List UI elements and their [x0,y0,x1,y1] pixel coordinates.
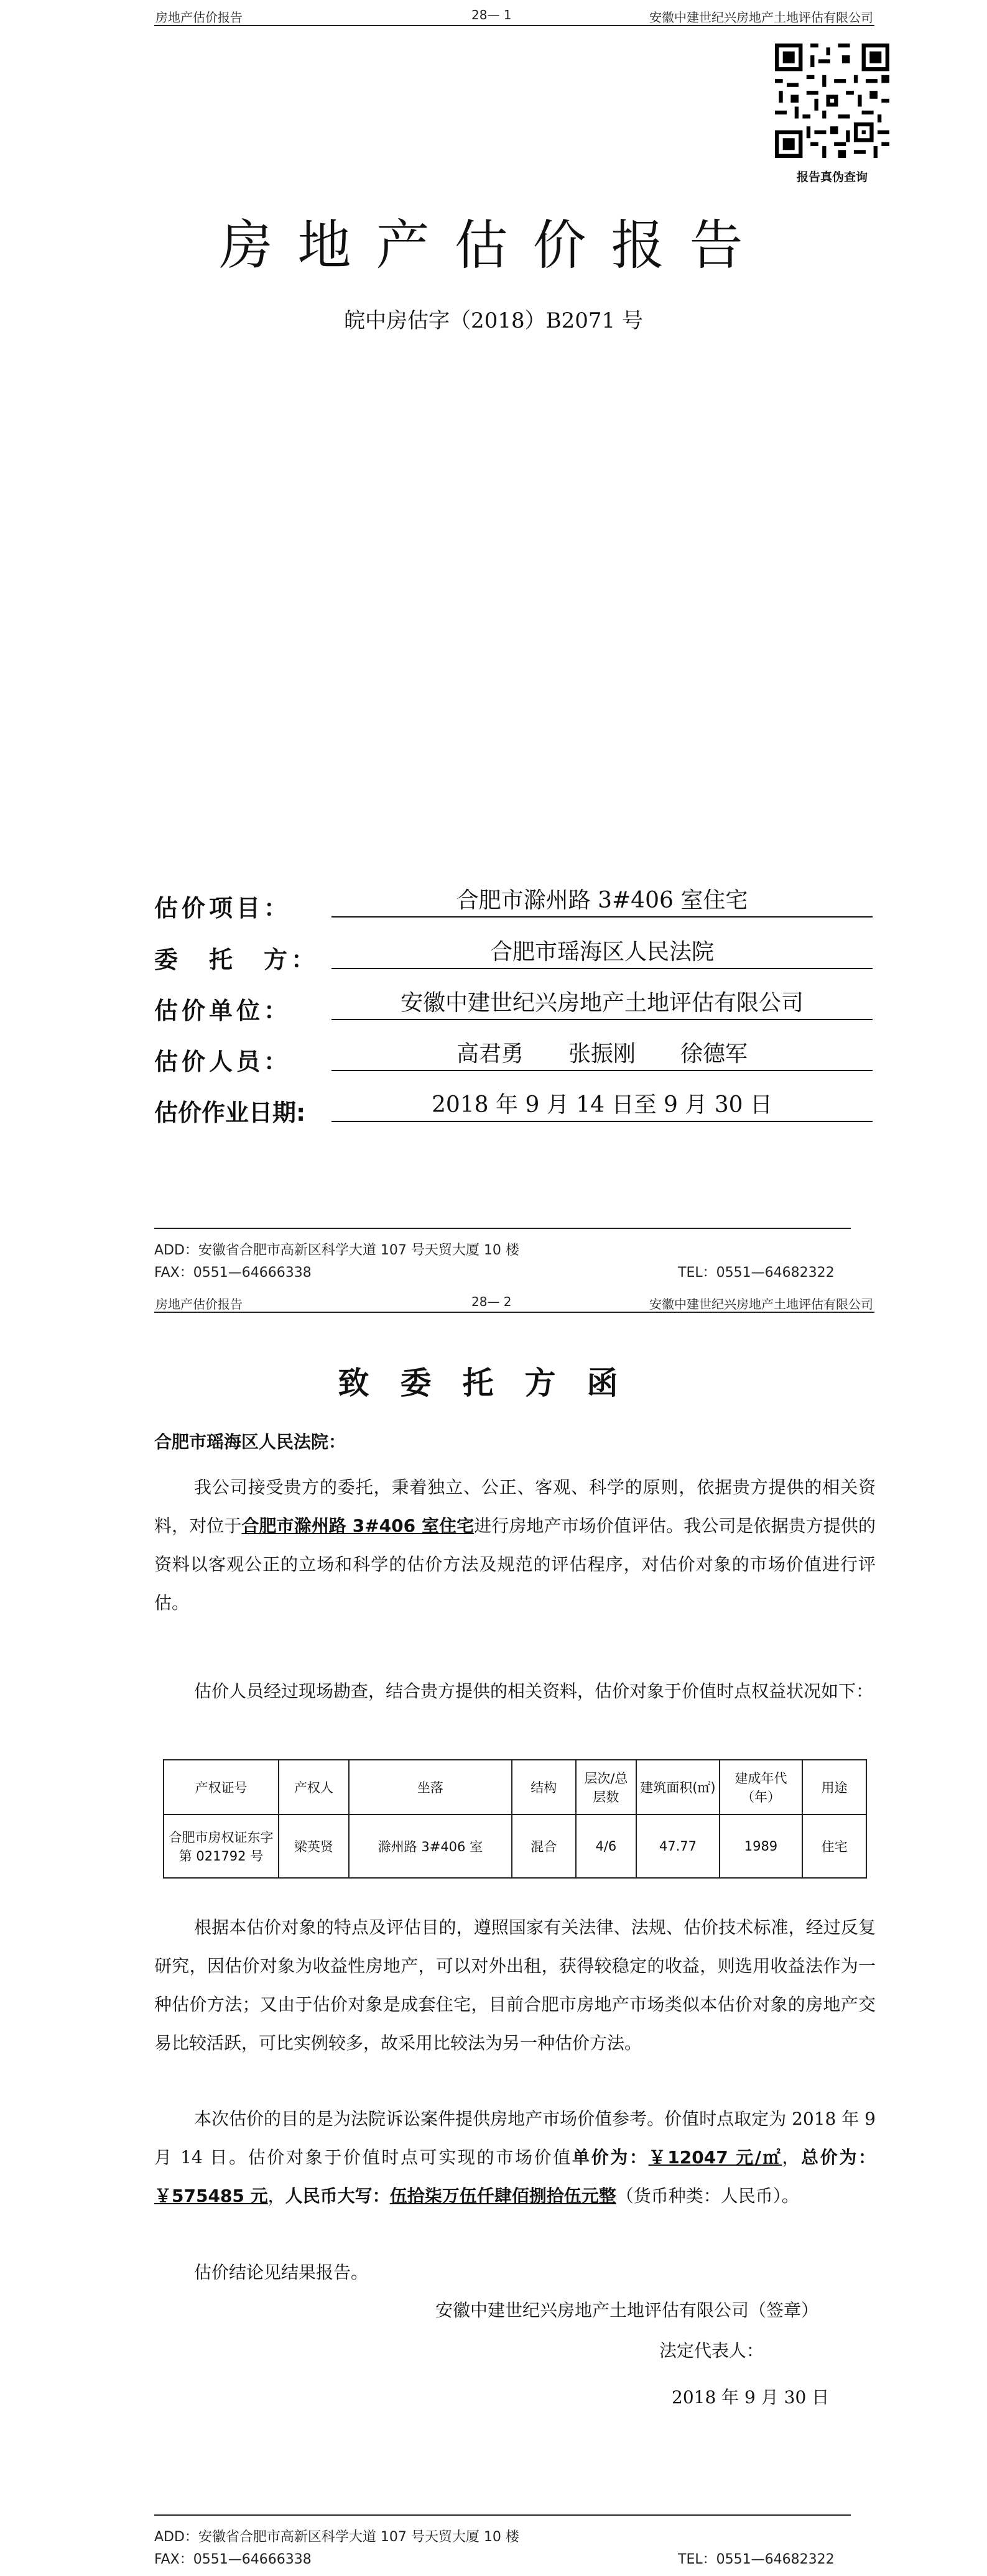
field-appraiser-unit [154,985,876,1024]
table-header-cell: 结构 [512,1760,576,1815]
footer-tel: TEL：0551—64682322 [678,1265,835,1281]
qr-code-icon [775,44,889,158]
total-price-label: 总价为： [801,2147,876,2168]
running-header [154,6,874,26]
paragraph-1 [154,1468,876,1622]
signature-company: 安徽中建世纪兴房地产土地评估有限公司（签章） [435,2300,819,2321]
letter-title: 致委托方函 [338,1365,649,1401]
field-label: 估价项目： [154,895,292,922]
field-value: 合肥市瑶海区人民法院 [331,937,873,969]
report-number: 皖中房估字（2018）B2071 号 [344,308,643,333]
header-doc-type: 房地产估价报告 [155,10,243,25]
addressee: 合肥市瑶海区人民法院： [154,1432,346,1452]
rmb-label: 人民币大写： [285,2186,390,2206]
field-client [154,934,876,973]
unit-price-label: 单价为： [572,2147,649,2168]
field-value: 高君勇 张振刚 徐德军 [331,1039,873,1071]
field-project [154,883,876,921]
footer-address: ADD：安徽省合肥市高新区科学大道 107 号天贸大厦 10 楼 [154,1243,519,1258]
p1-property-address: 合肥市滁州路 3#406 室住宅 [241,1516,475,1536]
header-doc-type: 房地产估价报告 [155,1297,243,1312]
table-cell: 住宅 [802,1815,866,1878]
footer-address: ADD：安徽省合肥市高新区科学大道 107 号天贸大厦 10 楼 [154,2529,519,2545]
table-header-cell: 坐落 [349,1760,512,1815]
footer-divider [154,1228,851,1229]
running-header [154,1293,874,1313]
paragraph-2: 估价人员经过现场勘查，结合贵方提供的相关资料，估价对象于价值时点权益状况如下： [194,1681,874,1701]
letter-page [0,1287,987,2576]
legal-representative: 法定代表人： [659,2340,764,2361]
table-cell: 滁州路 3#406 室 [349,1815,512,1878]
p1-text-c: 进行房地产市场价值评估。我公司是依据贵方提供的资料以客观公正的立场和科学的估价方法及规范的评估程序，对估价对象的市场价值进行评估。 [154,1516,876,1613]
paragraph-5: 估价结论见结果报告。 [194,2262,369,2283]
currency-note: （货币种类：人民币）。 [616,2186,799,2206]
table-row [164,1815,866,1878]
field-value: 2018 年 9 月 14 日至 9 月 30 日 [331,1090,873,1122]
table-header-cell: 建成年代（年） [720,1760,803,1815]
footer-tel: TEL：0551—64682322 [678,2552,835,2567]
table-header-cell: 用途 [802,1760,866,1815]
table-cell: 47.77 [636,1815,720,1878]
field-value: 合肥市滁州路 3#406 室住宅 [331,885,873,918]
table-header-cell: 层次/总层数 [576,1760,637,1815]
field-label: 估价单位： [154,997,292,1024]
signature-date: 2018 年 9 月 30 日 [672,2387,830,2408]
table-cell: 混合 [512,1815,576,1878]
header-page-number: 28— 1 [471,7,512,22]
qr-caption: 报告真伪查询 [796,170,868,184]
field-value: 安徽中建世纪兴房地产土地评估有限公司 [331,988,873,1020]
p1-text-a: 我公司接受贵方的委托，秉着独立、公正、客观、科学的原则，依据贵方提供的相关资料，对位于 [154,1477,876,1536]
header-company: 安徽中建世纪兴房地产土地评估有限公司 [649,1297,873,1312]
table-cell: 4/6 [576,1815,637,1878]
total-price-value: ￥575485 元 [154,2186,268,2206]
header-page-number: 28— 2 [471,1294,512,1309]
table-cell: 梁英贤 [279,1815,349,1878]
field-work-date [154,1087,876,1126]
field-label: 估价作业日期: [154,1099,306,1126]
field-appraisers [154,1036,876,1075]
rmb-amount: 伍拾柒万伍仟肆佰捌拾伍元整 [389,2186,616,2206]
footer-divider [154,2514,851,2516]
field-label: 委 托 方： [154,946,319,973]
table-header-cell: 产权人 [279,1760,349,1815]
table-header-row [164,1760,866,1815]
table-cell: 1989 [720,1815,803,1878]
paragraph-4: 本次估价的目的是为法院诉讼案件提供房地产市场价值参考。价值时点取定为 2018 年 9 月 14 日。估价对象于价值时点可实现的市场价值单价为：￥12047 元/㎡，总价为：￥575485 元，人民币大写：伍拾柒万伍仟肆佰捌拾伍元整（货币种类：人民币）。 [154,2109,876,2206]
header-company: 安徽中建世纪兴房地产土地评估有限公司 [649,10,873,25]
unit-price-value: ￥12047 元/㎡ [648,2147,782,2168]
property-rights-table [163,1759,867,1879]
field-label: 估价人员： [154,1048,292,1075]
paragraph-3: 根据本估价对象的特点及评估目的，遵照国家有关法律、法规、估价技术标准，经过反复研究，因估价对象为收益性房地产，可以对外出租，获得较稳定的收益，则选用收益法作为一种估价方法；又由于估价对象是成套住宅，目前合肥市房地产市场类似本估价对象的房地产交易比较活跃，可比实例较多，故采用比较法为另一种估价方法。 [154,1917,876,2053]
p4-text: 本次估价的目的是为法院诉讼案件提供房地产市场价值参考。价值时点取定为 2018 年 9 月 14 日。估价对象于价值时点可实现的市场价值 [154,2109,876,2168]
table-cell: 合肥市房权证东字第 021792 号 [164,1815,279,1878]
cover-page [0,0,987,1287]
footer-fax: FAX：0551—64666338 [154,2552,312,2567]
report-title: 房地产估价报告 [219,214,768,277]
footer-fax: FAX：0551—64666338 [154,1265,312,1281]
table-header-cell: 建筑面积(㎡) [636,1760,720,1815]
table-header-cell: 产权证号 [164,1760,279,1815]
